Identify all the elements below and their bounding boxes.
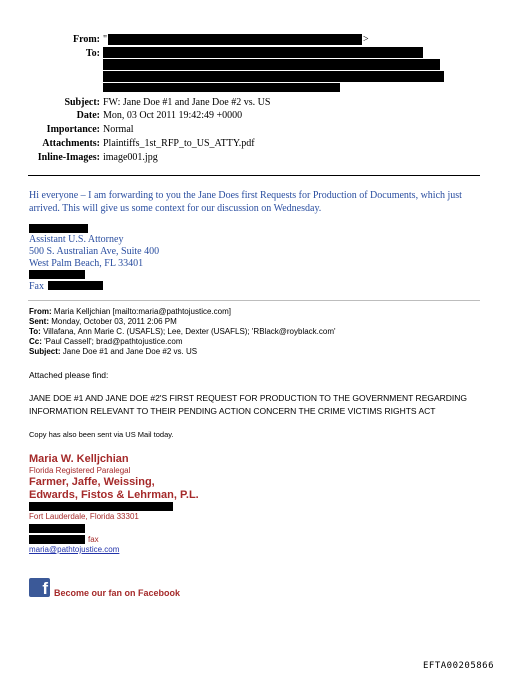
inline-images-label: Inline-Images: [37, 152, 100, 163]
fwd-from-label: From: [29, 307, 52, 316]
from-open-quote: " [103, 34, 108, 45]
street-redaction [29, 502, 173, 511]
sender-name: Maria W. Kelljchian [29, 453, 129, 465]
name-redaction [29, 224, 88, 233]
message-line-1: Hi everyone – I am forwarding to you the Jane Does first Requests for Production of Documents, which just [29, 190, 462, 201]
subject-value: FW: Jane Doe #1 and Jane Doe #2 vs. US [103, 97, 271, 108]
fwd-sent-value: Monday, October 03, 2011 2:06 PM [51, 317, 177, 326]
from-label: From: [72, 34, 100, 45]
copy-note: Copy has also been sent via US Mail today. [29, 430, 174, 439]
inline-image-name: image001.jpg [103, 152, 158, 163]
to-redaction-2 [103, 59, 440, 70]
to-redaction-1 [103, 47, 423, 58]
firm-name-line-1: Farmer, Jaffe, Weissing, [29, 476, 155, 488]
signature-address-2: West Palm Beach, FL 33401 [29, 258, 144, 269]
fwd-cc-value: 'Paul Cassell'; brad@pathtojustice.com [44, 337, 183, 346]
fwd-sent-label: Sent: [29, 317, 49, 326]
phone-redaction [29, 270, 85, 279]
fwd-cc-label: Cc: [29, 337, 42, 346]
fwd-to-line [29, 327, 336, 336]
document-id: EFTA00205866 [423, 661, 495, 671]
request-title-line-1: JANE DOE #1 AND JANE DOE #2'S FIRST REQUEST FOR PRODUCTION TO THE GOVERNMENT REGARDING [29, 393, 468, 403]
forward-divider [28, 300, 480, 301]
fwd-subject-value: Jane Doe #1 and Jane Doe #2 vs. US [62, 347, 198, 356]
to-label: To: [85, 48, 100, 59]
fwd-from-value: Maria Kelljchian [mailto:maria@pathtojustice.com] [53, 307, 231, 316]
fax-redaction [48, 281, 103, 290]
email-link[interactable]: maria@pathtojustice.com [29, 545, 120, 554]
fwd-cc-line [29, 337, 182, 346]
fwd-sent-line [29, 317, 177, 326]
fwd-from-line [29, 307, 231, 316]
importance-value: Normal [103, 124, 134, 135]
header-divider [28, 175, 480, 176]
fax-number-redaction [29, 535, 85, 544]
message-line-2: arrived. This will give us some context for our discussion on Wednesday. [29, 203, 322, 214]
facebook-link[interactable]: Become our fan on Facebook [54, 588, 181, 598]
date-value: Mon, 03 Oct 2011 19:42:49 +0000 [103, 110, 243, 121]
subject-label: Subject: [64, 97, 100, 108]
fax-label: Fax [29, 281, 44, 292]
date-label: Date: [76, 110, 100, 121]
request-title-line-2: INFORMATION RELEVANT TO THEIR PENDING ACTION CONCERN THE CRIME VICTIMS RIGHTS ACT [29, 406, 436, 416]
signature-address-1: 500 S. Australian Ave, Suite 400 [29, 246, 160, 257]
signature-title: Assistant U.S. Attorney [29, 234, 124, 245]
from-close-bracket: > [363, 34, 369, 45]
phone-redaction-2 [29, 524, 85, 533]
attachments-label: Attachments: [42, 138, 100, 149]
fwd-subject-line [29, 347, 197, 356]
to-redaction-4 [103, 83, 340, 92]
facebook-icon[interactable]: f [29, 578, 50, 597]
sender-role: Florida Registered Paralegal [29, 466, 131, 475]
importance-label: Importance: [46, 124, 100, 135]
from-redaction [108, 34, 362, 45]
firm-city: Fort Lauderdale, Florida 33301 [29, 512, 139, 521]
attached-intro: Attached please find: [29, 370, 109, 380]
fwd-to-value: Villafana, Ann Marie C. (USAFLS); Lee, Dexter (USAFLS); 'RBlack@royblack.com' [43, 327, 336, 336]
firm-name-line-2: Edwards, Fistos & Lehrman, P.L. [29, 489, 199, 501]
fax-text: fax [88, 535, 99, 544]
fwd-subject-label: Subject: [29, 347, 61, 356]
attachment-link[interactable]: Plaintiffs_1st_RFP_to_US_ATTY.pdf [103, 138, 255, 149]
fwd-to-label: To: [29, 327, 41, 336]
to-redaction-3 [103, 71, 444, 82]
